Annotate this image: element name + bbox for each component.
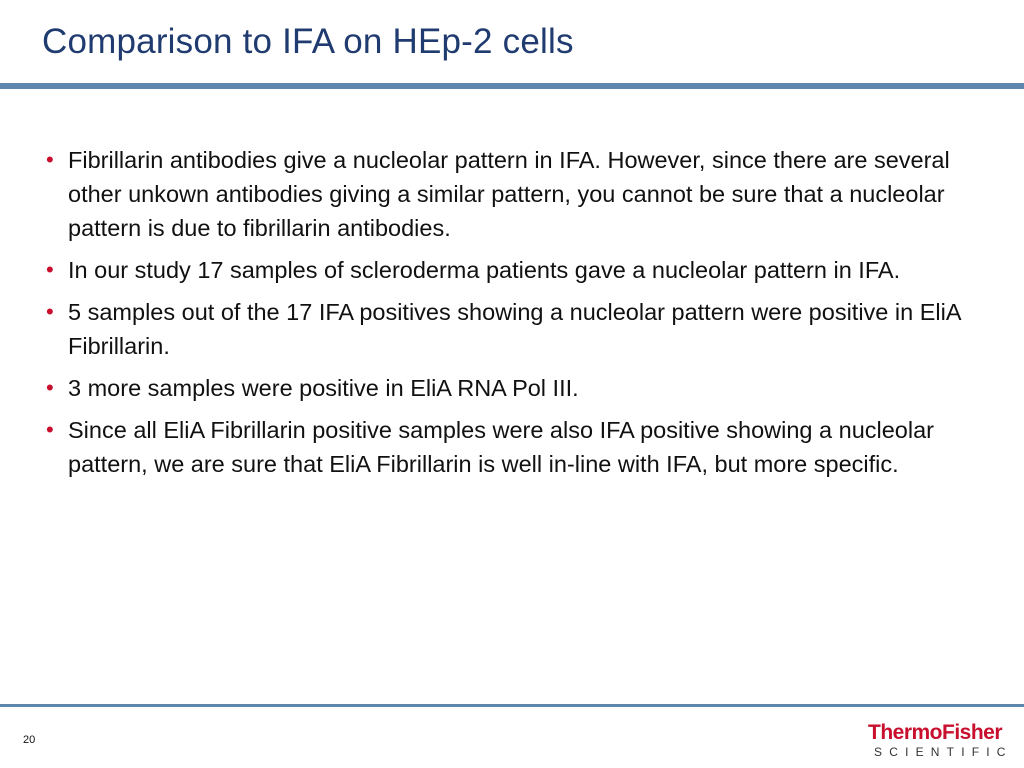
bullet-item [42,295,982,363]
bullet-dot-icon: • [46,299,54,324]
bullet-item [42,413,982,481]
title-divider [0,83,1024,89]
bullet-text: Fibrillarin antibodies give a nucleolar pattern in IFA. However, since there are several other unkown antibodies giving a similar pattern, you cannot be sure that a nucleolar pattern is due to fibrillarin antibodies. [68,147,950,241]
bullet-item [42,143,982,245]
bullet-text: 5 samples out of the 17 IFA positives showing a nucleolar pattern were positive in EliA Fibrillarin. [68,299,961,359]
bullet-dot-icon: • [46,417,54,442]
bullet-text: 3 more samples were positive in EliA RNA Pol III. [68,375,579,401]
bullet-text: In our study 17 samples of scleroderma patients gave a nucleolar pattern in IFA. [68,257,901,283]
logo-wordmark: ThermoFisher [868,721,1003,744]
bullet-item [42,253,982,287]
bullet-item [42,371,982,405]
bullet-dot-icon: • [46,147,54,172]
bullet-text: Since all EliA Fibrillarin positive samples were also IFA positive showing a nucleolar pattern, we are sure that EliA Fibrillarin is well in-line with IFA, but more specific. [68,417,934,477]
slide-title: Comparison to IFA on HEp-2 cells [42,22,574,61]
bullet-list [42,143,982,489]
page-number: 20 [23,734,36,746]
bullet-dot-icon: • [46,375,54,400]
footer-divider [0,704,1024,707]
logo-subtitle: SCIENTIFIC [874,745,1013,759]
bullet-dot-icon: • [46,257,54,282]
thermo-fisher-logo [868,721,1013,762]
